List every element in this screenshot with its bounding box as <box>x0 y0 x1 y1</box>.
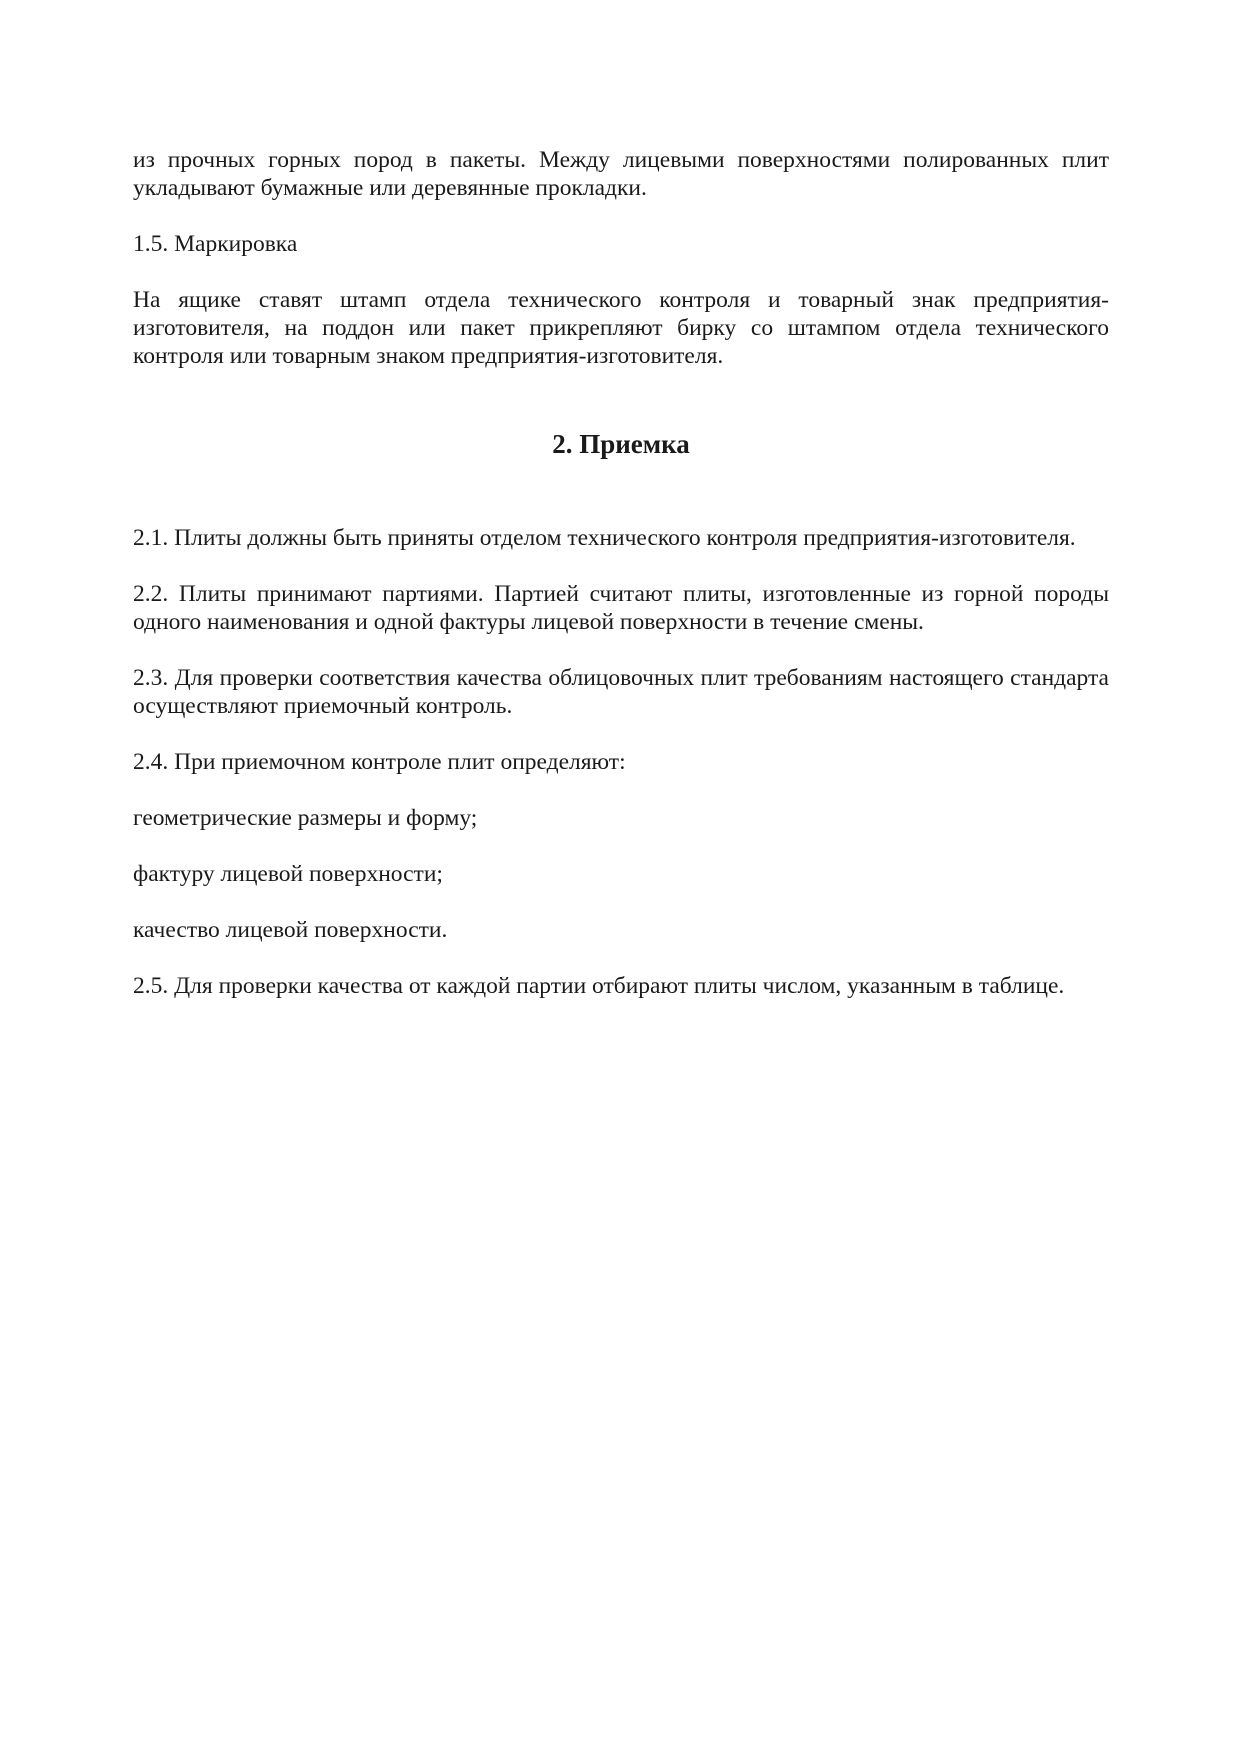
paragraph-2-5: 2.5. Для проверки качества от каждой партии отбирают плиты числом, указанным в таблице. <box>133 973 1065 999</box>
section-heading-2: 2. Приемка <box>552 429 690 459</box>
list-item: геометрические размеры и форму; <box>133 805 478 831</box>
paragraph-marking: На ящике ставят штамп отдела технического контроля и товарный знак предприятия-изготовителя, на поддон или пакет прикрепляют бирку со штампом отдела технического контроля или товарным знаком предприятия-изготовителя. <box>133 287 1109 369</box>
list-item: качество лицевой поверхности. <box>133 917 448 943</box>
paragraph-continuation: из прочных горных пород в пакеты. Между лицевыми поверхностями полированных плит укладывают бумажные или деревянные прокладки. <box>133 147 1109 201</box>
paragraph-2-2: 2.2. Плиты принимают партиями. Партией считают плиты, изготовленные из горной породы одного наименования и одной фактуры лицевой поверхности в течение смены. <box>133 581 1109 635</box>
list-item: фактуру лицевой поверхности; <box>133 861 443 887</box>
paragraph-2-3: 2.3. Для проверки соответствия качества облицовочных плит требованиям настоящего стандарта осуществляют приемочный контроль. <box>133 665 1109 719</box>
document-page <box>133 146 1109 1000</box>
paragraph-2-4: 2.4. При приемочном контроле плит определяют: <box>133 749 626 775</box>
paragraph-2-1: 2.1. Плиты должны быть приняты отделом технического контроля предприятия-изготовителя. <box>133 525 1076 551</box>
section-title-1-5: 1.5. Маркировка <box>133 231 298 257</box>
